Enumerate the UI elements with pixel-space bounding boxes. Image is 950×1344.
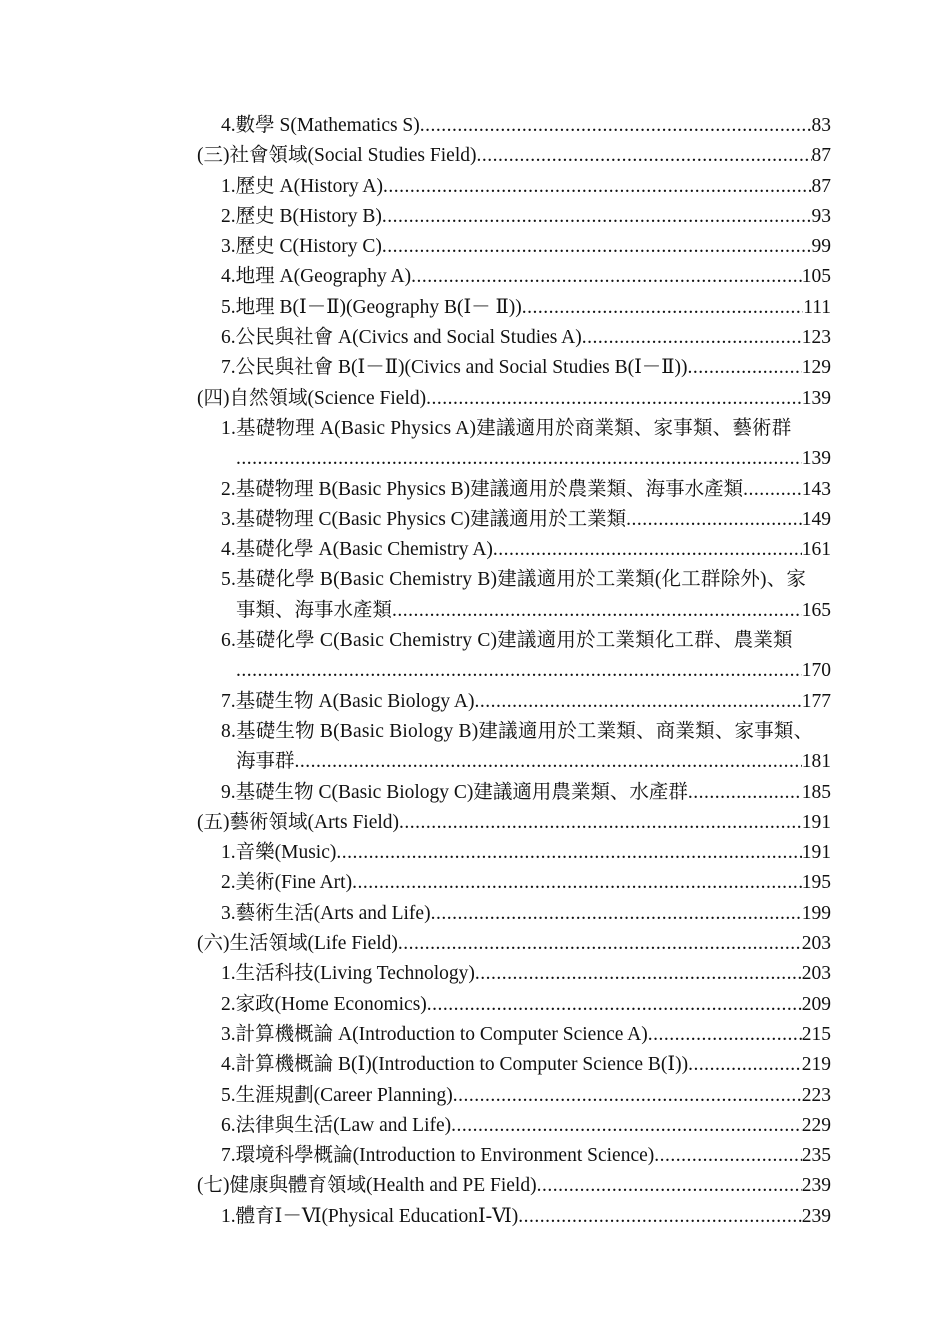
toc-entry-music[interactable] [197, 838, 831, 868]
toc-entry-law-and-life[interactable] [197, 1111, 831, 1141]
toc-entry-civics-a[interactable] [197, 323, 831, 353]
dot-leader [426, 384, 802, 414]
toc-entry-label: 7.環境科學概論(Introduction to Environment Science) [221, 1145, 655, 1167]
toc-page-number: 177 [801, 690, 831, 712]
toc-section-social-studies[interactable] [197, 141, 831, 171]
dot-leader [743, 475, 802, 505]
toc-page-number: 215 [801, 1023, 831, 1045]
dot-leader [295, 747, 802, 777]
toc-entry-basic-chemistry-b[interactable] [197, 565, 831, 595]
toc-entry-environment-science[interactable] [197, 1141, 831, 1171]
toc-entry-geography-a[interactable] [197, 262, 831, 292]
toc-page-number: 123 [801, 327, 831, 349]
dot-leader [336, 838, 801, 868]
toc-entry-basic-physics-a-continuation[interactable] [197, 444, 831, 474]
dot-leader [475, 959, 802, 989]
toc-page-number: 161 [801, 539, 831, 561]
dot-leader [420, 111, 812, 141]
toc-page-number: 229 [801, 1114, 831, 1136]
toc-entry-basic-physics-a[interactable] [197, 414, 831, 444]
toc-entry-basic-physics-b[interactable] [197, 475, 831, 505]
dot-leader [398, 929, 802, 959]
toc-page-number: 239 [801, 1175, 831, 1197]
toc-page-number: 99 [811, 236, 831, 258]
toc-entry-label: 9.基礎生物 C(Basic Biology C)建議適用農業類、水產群 [221, 781, 688, 803]
toc-entry-label: 3.藝術生活(Arts and Life) [221, 902, 431, 924]
toc-entry-home-economics[interactable] [197, 990, 831, 1020]
toc-entry-career-planning[interactable] [197, 1081, 831, 1111]
toc-page-number: 199 [801, 902, 831, 924]
toc-section-label: (四)自然領域(Science Field) [197, 387, 427, 409]
dot-leader [236, 444, 802, 474]
toc-page-number: 235 [801, 1145, 831, 1167]
toc-page-number: 143 [801, 478, 831, 500]
toc-entry-computer-science-b[interactable] [197, 1050, 831, 1080]
toc-entry-label: 5.基礎化學 B(Basic Chemistry B)建議適用於工業類(化工群除外)、家 [221, 569, 807, 591]
toc-page-number: 129 [801, 357, 831, 379]
toc-entry-physical-education[interactable] [197, 1202, 831, 1232]
dot-leader [476, 141, 811, 171]
toc-entry-civics-b[interactable] [197, 353, 831, 383]
toc-entry-label: 4.基礎化學 A(Basic Chemistry A) [221, 539, 493, 561]
toc-entry-label: 7.基礎生物 A(Basic Biology A) [221, 690, 475, 712]
toc-entry-label: 2.基礎物理 B(Basic Physics B)建議適用於農業類、海事水產類 [221, 478, 744, 500]
toc-entry-history-a[interactable] [197, 172, 831, 202]
toc-entry-label: 4.計算機概論 B(Ⅰ)(Introduction to Computer Science B(Ⅰ)) [221, 1054, 689, 1076]
toc-entry-label: 3.計算機概論 A(Introduction to Computer Science A) [221, 1023, 648, 1045]
toc-page-number: 185 [801, 781, 831, 803]
dot-leader [411, 262, 802, 292]
toc-section-label: (五)藝術領域(Arts Field) [197, 811, 400, 833]
toc-entry-computer-science-a[interactable] [197, 1020, 831, 1050]
toc-entry-label: 5.生涯規劃(Career Planning) [221, 1084, 453, 1106]
toc-page-number: 139 [801, 387, 831, 409]
dot-leader [475, 687, 802, 717]
toc-section-label: (七)健康與體育領域(Health and PE Field) [197, 1175, 537, 1197]
dot-leader [382, 232, 812, 262]
toc-entry-history-b[interactable] [197, 202, 831, 232]
toc-page-number: 203 [801, 963, 831, 985]
toc-page-number: 209 [801, 993, 831, 1015]
toc-entry-label: 4.地理 A(Geography A) [221, 266, 412, 288]
toc-entry-label: 8.基礎生物 B(Basic Biology B)建議適用於工業類、商業類、家事類、 [221, 720, 814, 742]
dot-leader [493, 535, 802, 565]
dot-leader [654, 1141, 802, 1171]
toc-entry-label: 2.歷史 B(History B) [221, 205, 382, 227]
toc-page-number: 87 [811, 145, 831, 167]
toc-page-number: 111 [803, 296, 831, 318]
toc-entry-label: 7.公民與社會 B(Ⅰ－Ⅱ)(Civics and Social Studies B(Ⅰ－Ⅱ)) [221, 357, 688, 379]
toc-entry-basic-chemistry-a[interactable] [197, 535, 831, 565]
toc-entry-living-technology[interactable] [197, 959, 831, 989]
toc-page-number: 223 [801, 1084, 831, 1106]
toc-entry-label: 3.歷史 C(History C) [221, 236, 382, 258]
dot-leader [427, 990, 802, 1020]
dot-leader [399, 808, 802, 838]
dot-leader [688, 1050, 802, 1080]
table-of-contents [197, 111, 831, 1232]
toc-entry-label: 3.基礎物理 C(Basic Physics C)建議適用於工業類 [221, 508, 627, 530]
toc-page-number: 105 [801, 266, 831, 288]
toc-entry-basic-biology-b-continuation[interactable] [197, 747, 831, 777]
toc-page-number: 93 [811, 205, 831, 227]
dot-leader [582, 323, 802, 353]
toc-entry-basic-chemistry-c[interactable] [197, 626, 831, 656]
toc-entry-basic-chemistry-c-continuation[interactable] [197, 656, 831, 686]
toc-entry-basic-chemistry-b-continuation[interactable] [197, 596, 831, 626]
dot-leader [648, 1020, 802, 1050]
dot-leader [518, 1202, 801, 1232]
toc-entry-fine-art[interactable] [197, 868, 831, 898]
toc-section-arts[interactable] [197, 808, 831, 838]
toc-entry-history-c[interactable] [197, 232, 831, 262]
toc-page-number: 165 [801, 599, 831, 621]
toc-entry-label: 6.基礎化學 C(Basic Chemistry C)建議適用於工業類化工群、農業類 [221, 630, 793, 652]
toc-entry-basic-physics-c[interactable] [197, 505, 831, 535]
toc-page-number: 219 [801, 1054, 831, 1076]
toc-page-number: 87 [811, 175, 831, 197]
toc-page-number: 181 [801, 751, 831, 773]
dot-leader [522, 293, 803, 323]
toc-section-label: (六)生活領域(Life Field) [197, 933, 398, 955]
toc-section-label: (三)社會領域(Social Studies Field) [197, 145, 477, 167]
toc-section-health-pe[interactable] [197, 1171, 831, 1201]
toc-entry-mathematics-s[interactable] [197, 111, 831, 141]
toc-entry-label: 6.法律與生活(Law and Life) [221, 1114, 452, 1136]
toc-entry-label: 6.公民與社會 A(Civics and Social Studies A) [221, 327, 582, 349]
toc-section-life[interactable] [197, 929, 831, 959]
toc-entry-label: 1.音樂(Music) [221, 842, 337, 864]
toc-entry-geography-b[interactable] [197, 293, 831, 323]
toc-entry-basic-biology-c[interactable] [197, 778, 831, 808]
dot-leader [392, 596, 802, 626]
toc-entry-label: 4.數學 S(Mathematics S) [221, 115, 420, 136]
dot-leader [383, 172, 812, 202]
dot-leader [236, 656, 802, 686]
dot-leader [626, 505, 802, 535]
dot-leader [352, 868, 802, 898]
toc-entry-label: 事類、海事水產類 [236, 599, 393, 621]
toc-page-number: 149 [801, 508, 831, 530]
dot-leader [451, 1111, 802, 1141]
dot-leader [431, 899, 802, 929]
toc-page-number: 195 [801, 872, 831, 894]
toc-entry-label: 海事群 [236, 751, 295, 773]
toc-entry-label: 1.基礎物理 A(Basic Physics A)建議適用於商業類、家事類、藝術群 [221, 417, 792, 439]
toc-page-number: 191 [801, 842, 831, 864]
dot-leader [537, 1171, 802, 1201]
dot-leader [453, 1081, 802, 1111]
toc-page-number: 139 [801, 448, 831, 470]
toc-entry-label: 2.美術(Fine Art) [221, 872, 353, 894]
toc-entry-basic-biology-b[interactable] [197, 717, 831, 747]
toc-entry-label: 2.家政(Home Economics) [221, 993, 427, 1015]
toc-entry-basic-biology-a[interactable] [197, 687, 831, 717]
toc-page-number: 239 [801, 1205, 831, 1227]
dot-leader [688, 778, 802, 808]
toc-page-number: 191 [801, 811, 831, 833]
toc-page-number: 83 [811, 115, 831, 136]
toc-page-number: 203 [801, 933, 831, 955]
toc-page-number: 170 [801, 660, 831, 682]
toc-entry-label: 1.歷史 A(History A) [221, 175, 383, 197]
dot-leader [382, 202, 812, 232]
toc-section-science[interactable] [197, 384, 831, 414]
dot-leader [688, 353, 802, 383]
toc-entry-label: 5.地理 B(Ⅰ－Ⅱ)(Geography B(Ⅰ－ Ⅱ)) [221, 296, 522, 318]
toc-entry-label: 1.體育Ⅰ－Ⅵ(Physical EducationⅠ-Ⅵ) [221, 1205, 519, 1227]
toc-entry-arts-and-life[interactable] [197, 899, 831, 929]
toc-entry-label: 1.生活科技(Living Technology) [221, 963, 475, 985]
